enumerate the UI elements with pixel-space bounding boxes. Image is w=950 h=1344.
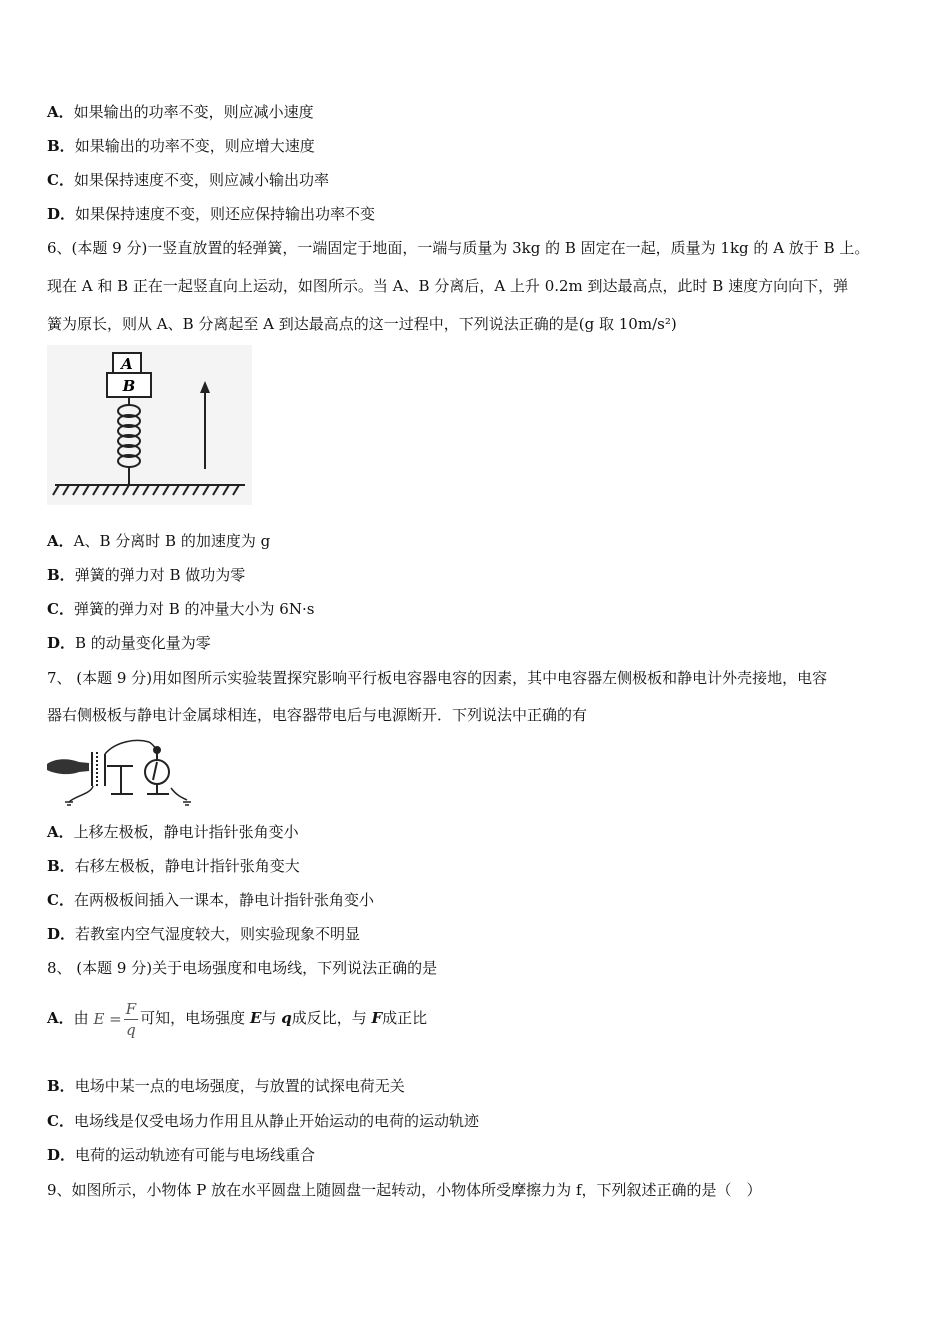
var-e: E	[249, 1009, 262, 1027]
q7-option-a: A．上移左极板，静电计指针张角变小	[47, 823, 299, 841]
q7-stem-line1: 7、 (本题 9 分)用如图所示实验装置探究影响平行板电容器电容的因素，其中电容器左侧极板和静电计外壳接地，电容	[47, 669, 828, 687]
q8-option-b: B．电场中某一点的电场强度，与放置的试探电荷无关	[47, 1077, 405, 1095]
q6-stem-line2: 现在 A 和 B 正在一起竖直向上运动，如图所示。当 A、B 分离后，A 上升 0.2m 到达最高点，此时 B 速度方向向下，弹	[47, 277, 849, 295]
q8-option-d: D．电荷的运动轨迹有可能与电场线重合	[47, 1146, 316, 1164]
q6-option-b: B．弹簧的弹力对 B 做功为零	[47, 566, 246, 584]
q5-option-d: D．如果保持速度不变，则还应保持输出功率不变	[47, 205, 376, 223]
formula-numerator: F	[125, 999, 137, 1018]
q5-option-a: A．如果输出的功率不变，则应减小速度	[47, 103, 314, 121]
q8-option-a: A．由 E = $\frac{F}{q}$ 可知，电场强度 E与 q成反比，与 F成正比	[47, 999, 428, 1039]
q9-stem: 9、如图所示，小物体 P 放在水平圆盘上随圆盘一起转动，小物体所受摩擦力为 f，下列叙述正确的是（ ）	[47, 1181, 762, 1199]
q6-option-d: D．B 的动量变化量为零	[47, 634, 211, 652]
capacitor-plates	[92, 752, 133, 794]
block-b-label: B	[122, 377, 136, 395]
ground-wires	[65, 786, 191, 805]
q7-option-b: B．右移左极板，静电计指针张角变大	[47, 857, 300, 875]
q5-option-b: B．如果输出的功率不变，则应增大速度	[47, 137, 315, 155]
q6-stem-line3: 簧为原长，则从 A、B 分离起至 A 到达最高点的这一过程中，下列说法正确的是(g 取 10m/s²)	[47, 315, 677, 333]
q8-stem: 8、 (本题 9 分)关于电场强度和电场线，下列说法正确的是	[47, 959, 438, 977]
q7-stem-line2: 器右侧极板与静电计金属球相连，电容器带电后与电源断开．下列说法中正确的有	[47, 706, 588, 724]
formula-denominator: q	[126, 1020, 136, 1039]
q7-option-c: C．在两极板间插入一课本，静电计指针张角变小	[47, 891, 374, 909]
spring-block-figure	[47, 345, 252, 505]
formula-lhs: E =	[93, 1010, 122, 1028]
block-a-label: A	[121, 355, 133, 373]
capacitor-electrometer-figure	[45, 736, 195, 808]
q6-stem-line1: 6、(本题 9 分)一竖直放置的轻弹簧，一端固定于地面，一端与质量为 3kg 的 B 固定在一起，质量为 1kg 的 A 放于 B 上。	[47, 239, 870, 257]
q6-option-c: C．弹簧的弹力对 B 的冲量大小为 6N·s	[47, 600, 315, 618]
var-q: q	[281, 1009, 292, 1027]
var-f: F	[371, 1009, 383, 1027]
formula-fraction	[124, 999, 138, 1040]
q7-option-d: D．若教室内空气湿度较大，则实验现象不明显	[47, 925, 361, 943]
q6-option-a: A．A、B 分离时 B 的加速度为 g	[47, 532, 271, 550]
q8-option-c: C．电场线是仅受电场力作用且从静止开始运动的电荷的运动轨迹	[47, 1112, 479, 1130]
hand-icon	[47, 759, 89, 774]
q5-option-c: C．如果保持速度不变，则应减小输出功率	[47, 171, 329, 189]
connecting-wire	[105, 741, 157, 755]
electrometer	[145, 747, 169, 794]
